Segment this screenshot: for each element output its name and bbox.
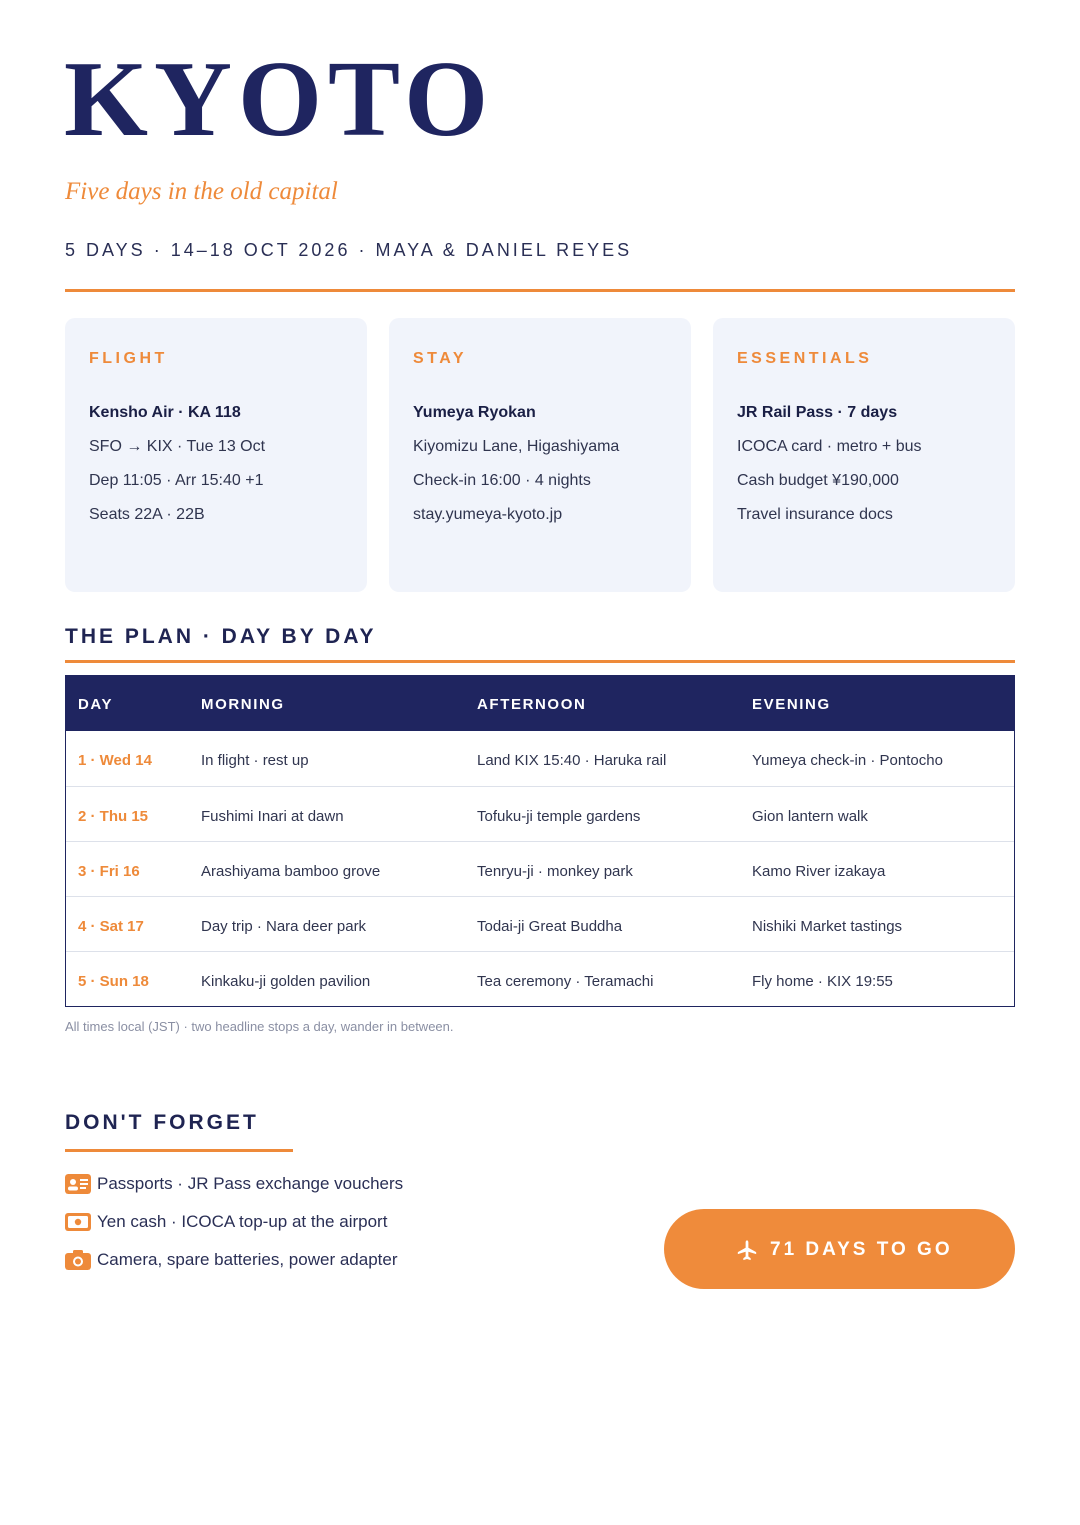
afternoon-cell: Tea ceremony · Teramachi xyxy=(477,973,654,990)
card-line: Seats 22A · 22B xyxy=(89,506,205,523)
trip-meta: 5 DAYS · 14–18 OCT 2026 · MAYA & DANIEL REYES xyxy=(65,240,633,260)
table-row xyxy=(66,896,1014,951)
airplane-icon xyxy=(736,1239,758,1261)
column-header-afternoon: AFTERNOON xyxy=(477,696,587,713)
plan-divider xyxy=(65,660,1015,663)
afternoon-cell: Todai-ji Great Buddha xyxy=(477,918,623,935)
plan-note: All times local (JST) · two headline stops a day, wander in between. xyxy=(65,1019,454,1034)
morning-cell: Day trip · Nara deer park xyxy=(201,918,367,935)
evening-cell: Gion lantern walk xyxy=(752,808,868,825)
page-subtitle: Five days in the old capital xyxy=(65,178,338,205)
day-cell: 2 · Thu 15 xyxy=(78,808,149,825)
day-cell: 3 · Fri 16 xyxy=(78,863,140,880)
table-row xyxy=(66,731,1014,786)
day-cell: 5 · Sun 18 xyxy=(78,973,149,990)
header-divider xyxy=(65,289,1015,292)
cash-icon xyxy=(65,1212,91,1232)
card-line: Cash budget ¥190,000 xyxy=(737,472,899,489)
column-header-evening: EVENING xyxy=(752,696,831,713)
day-cell: 1 · Wed 14 xyxy=(78,752,152,769)
forget-item-text: Passports · JR Pass exchange vouchers xyxy=(97,1174,404,1193)
evening-cell: Kamo River izakaya xyxy=(752,863,886,880)
page-title: KYOTO xyxy=(64,40,495,159)
forget-item-text: Yen cash · ICOCA top-up at the airport xyxy=(97,1212,388,1231)
card-line: Dep 11:05 · Arr 15:40 +1 xyxy=(89,472,264,489)
card-line: Travel insurance docs xyxy=(737,506,893,523)
stay-card xyxy=(389,318,691,592)
evening-cell: Fly home · KIX 19:55 xyxy=(752,973,893,990)
table-row xyxy=(66,951,1014,1006)
afternoon-cell: Tofuku-ji temple gardens xyxy=(477,808,641,825)
morning-cell: In flight · rest up xyxy=(201,752,309,769)
forget-divider xyxy=(65,1149,293,1152)
morning-cell: Arashiyama bamboo grove xyxy=(201,863,381,880)
column-header-day: DAY xyxy=(78,696,114,713)
day-cell: 4 · Sat 17 xyxy=(78,918,144,935)
flight-card xyxy=(65,318,367,592)
evening-cell: Yumeya check-in · Pontocho xyxy=(752,752,943,769)
table-row xyxy=(66,841,1014,896)
card-label: FLIGHT xyxy=(89,350,168,367)
forget-title: DON'T FORGET xyxy=(65,1111,259,1134)
evening-cell: Nishiki Market tastings xyxy=(752,918,903,935)
forget-item-text: Camera, spare batteries, power adapter xyxy=(97,1250,398,1269)
card-heading: Yumeya Ryokan xyxy=(413,404,536,421)
card-line[interactable]: stay.yumeya-kyoto.jp xyxy=(413,506,563,523)
card-line: Kiyomizu Lane, Higashiyama xyxy=(413,438,620,455)
afternoon-cell: Tenryu-ji · monkey park xyxy=(477,863,633,880)
morning-cell: Fushimi Inari at dawn xyxy=(201,808,344,825)
essentials-card xyxy=(713,318,1015,592)
countdown-badge xyxy=(664,1209,1015,1289)
column-header-morning: MORNING xyxy=(201,696,285,713)
id-card-icon xyxy=(65,1174,91,1194)
afternoon-cell: Land KIX 15:40 · Haruka rail xyxy=(477,752,667,769)
card-line: Check-in 16:00 · 4 nights xyxy=(413,472,591,489)
card-heading: Kensho Air · KA 118 xyxy=(89,404,241,421)
camera-icon xyxy=(65,1250,91,1270)
morning-cell: Kinkaku-ji golden pavilion xyxy=(201,973,371,990)
countdown-text: 71 DAYS TO GO xyxy=(770,1239,953,1260)
card-label: ESSENTIALS xyxy=(737,350,873,367)
card-heading: JR Rail Pass · 7 days xyxy=(737,404,898,421)
plan-title: THE PLAN · DAY BY DAY xyxy=(65,625,377,648)
card-line: SFO → KIX · Tue 13 Oct xyxy=(89,438,266,455)
card-line: ICOCA card · metro + bus xyxy=(737,438,922,455)
table-row xyxy=(66,786,1014,841)
plan-table xyxy=(65,675,1015,1007)
table-header xyxy=(66,676,1014,731)
card-label: STAY xyxy=(413,350,468,367)
